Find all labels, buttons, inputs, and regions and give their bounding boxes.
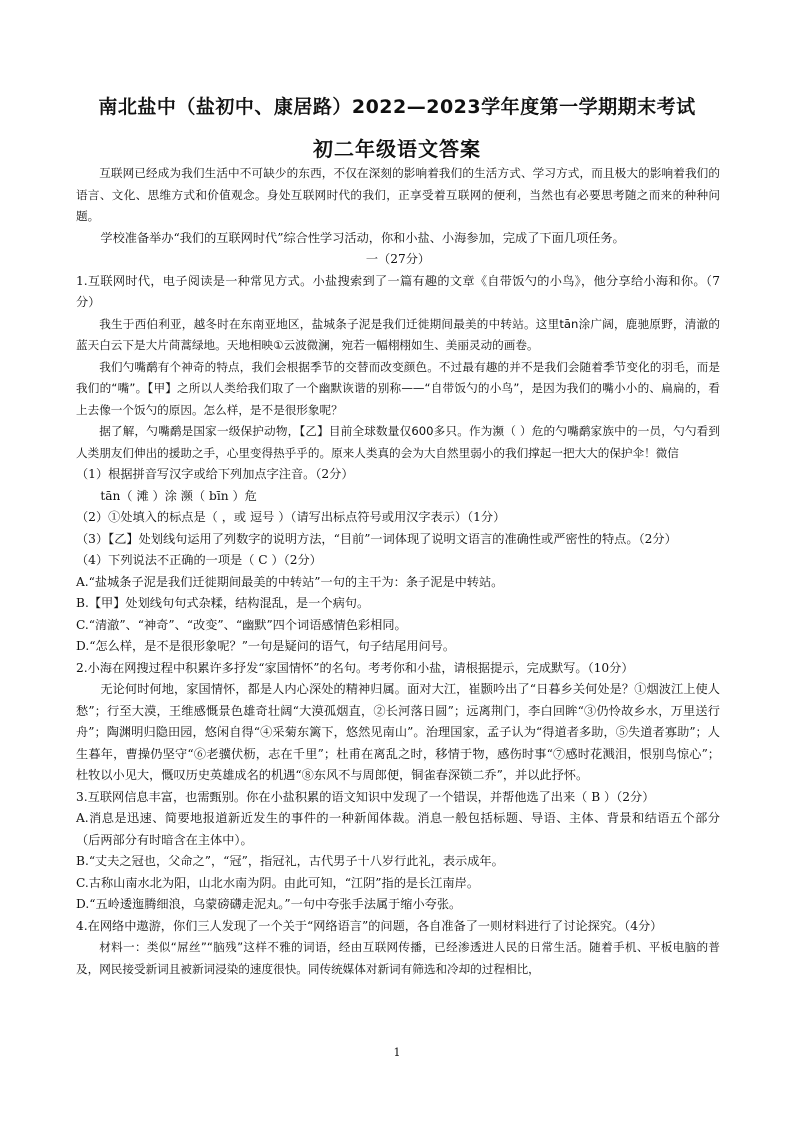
q3-option-c: C.古称山南水北为阳，山北水南为阴。由此可知，“江阴”指的是长江南岸。 xyxy=(76,875,480,890)
q3-option-b: B.“丈夫之冠也，父命之”，“冠”，指冠礼，古代男子十八岁行此礼，表示成年。 xyxy=(76,854,504,868)
exam-subtitle: 初二年级语文答案 xyxy=(313,137,481,161)
q1-option-c: C.“清澈”、“神奇”、“改变”、“幽默”四个词语感情色彩相同。 xyxy=(76,617,407,632)
document-body xyxy=(76,163,720,980)
exam-title: 南北盐中（盐初中、康居路）2022—2023学年度第一学期期末考试 xyxy=(98,96,696,118)
q1-option-d: D.“怎么样，是不是很形象呢？”一句是疑问的语气，句子结尾用问号。 xyxy=(76,639,456,653)
q3-option-a: A.消息是迅速、简要地报道新近发生的事件的一种新闻体裁。消息一般包括标题、导语、主体、背景和结语五个部分（后两部分有时暗含在主体中）。 xyxy=(76,811,720,847)
q1-passage-1: 我生于西伯利亚，越冬时在东南亚地区，盐城条子泥是我们迁徙期间最美的中转站。这里tān涂广阔，鹿驰原野，清澈的蓝天白云下是大片茼蒿绿地。天地相映①云波微澜，宛若一幅栩栩如生、美丽灵动的画卷。 xyxy=(76,316,720,352)
q4-stem: 4.在网络中遨游，你们三人发现了一个关于“网络语言”的问题，各自准备了一则材料进行了讨论探究。（4分） xyxy=(76,918,663,933)
q1-stem: 1.互联网时代，电子阅读是一种常见方式。小盐搜索到了一篇有趣的文章《自带饭勺的小鸟》，他分享给小海和你。（7分） xyxy=(76,273,720,309)
q4-material-1: 材料一：类似“屌丝”“脑残”这样不雅的词语，经由互联网传播，已经渗透进人民的日常生活。随着手机、平板电脑的普及，网民接受新词且被新词浸染的速度很快。同传统媒体对新词有筛选和冷却的过程相比， xyxy=(76,940,720,976)
q1-option-a: A.“盐城条子泥是我们迁徙期间最美的中转站”一句的主干为：条子泥是中转站。 xyxy=(76,574,504,589)
q1-sub4: （4）下列说法不正确的一项是（ C ）（2分） xyxy=(76,553,322,567)
section-heading: 一（27分） xyxy=(365,252,431,266)
q1-sub3: （3）【乙】处划线句运用了列数字的说明方法，“目前”一词体现了说明文语言的准确性或严密性的特点。（2分） xyxy=(76,531,677,546)
page-number: 1 xyxy=(393,1046,401,1059)
q1-sub2: （2）①处填入的标点是（ ，或 逗号 ）（请写出标点符号或用汉字表示）（1分） xyxy=(76,510,506,524)
intro-paragraph-1: 互联网已经成为我们生活中不可缺少的东西，不仅在深刻的影响着我们的生活方式、学习方式，而且极大的影响着我们的语言、文化、思维方式和价值观念。身处互联网时代的我们，正享受着互联网的便利，当然也有必要思考随之而来的种种问题。 xyxy=(76,166,720,223)
q3-option-d: D.“五岭逶迤腾细浪，乌蒙磅礴走泥丸。”一句中夸张手法属于缩小夸张。 xyxy=(76,897,462,911)
q2-text: 无论何时何地，家国情怀，都是人内心深处的精神归属。面对大江，崔颢吟出了“日暮乡关何处是？①烟波江上使人愁”；行至大漠，王维感慨景色雄奇壮阔“大漠孤烟直，②长河落日圆”；远离荆门，李白回眸“③仍怜故乡水，万里送行舟”；陶渊明归隐田园，悠闲自得“④采菊东篱下，悠然见南山”。治理国家，孟子认为“得道者多助，⑤失道者寡助”；人生暮年，曹操仍坚守“⑥老骥伏枥，志在千里”；杜甫在离乱之时，移情于物，感伤时事“⑦感时花溅泪，恨别鸟惊心”；杜牧以小见大，慨叹历史英雄成名的机遇“⑧东风不与周郎便，铜雀春深锁二乔”，并以此抒怀。 xyxy=(76,682,720,782)
q2-stem: 2.小海在网搜过程中积累许多抒发“家国情怀”的名句。考考你和小盐，请根据提示，完成默写。（10分） xyxy=(76,660,634,675)
q1-passage-2: 我们勺嘴鹬有个神奇的特点，我们会根据季节的交替而改变颜色。不过最有趣的并不是我们会随着季节变化的羽毛，而是我们的“嘴”。【甲】之所以人类给我们取了一个幽默诙谐的别称——“自带饭勺的小鸟”，是因为我们的嘴小小的、扁扁的，看上去像一个饭勺的原因。怎么样，是不是很形象呢？ xyxy=(76,359,720,417)
q1-sub1-answer: tān（ 滩 ）涂 濒（ bīn ）危 xyxy=(100,488,257,503)
q1-option-b: B.【甲】处划线句句式杂糅，结构混乱，是一个病句。 xyxy=(76,596,370,610)
q3-stem: 3.互联网信息丰富，也需甄别。你在小盐积累的语文知识中发现了一个错误，并帮他选了出来（ B ）（2分） xyxy=(76,789,655,804)
intro-paragraph-2: 学校准备举办“我们的互联网时代”综合性学习活动，你和小盐、小海参加，完成了下面几项任务。 xyxy=(100,230,625,245)
q1-passage-3: 据了解，勺嘴鹬是国家一级保护动物，【乙】目前全球数量仅600多只。作为濒（ ）危的勺嘴鹬家族中的一员，勺勺看到人类朋友们伸出的援助之手，心里变得热乎乎的。原来人类真的会为大自然里弱小的我们撑起一把大大的保护伞！微信 xyxy=(76,424,720,460)
q1-sub1: （1）根据拼音写汉字或给下列加点字注音。（2分） xyxy=(76,467,354,481)
